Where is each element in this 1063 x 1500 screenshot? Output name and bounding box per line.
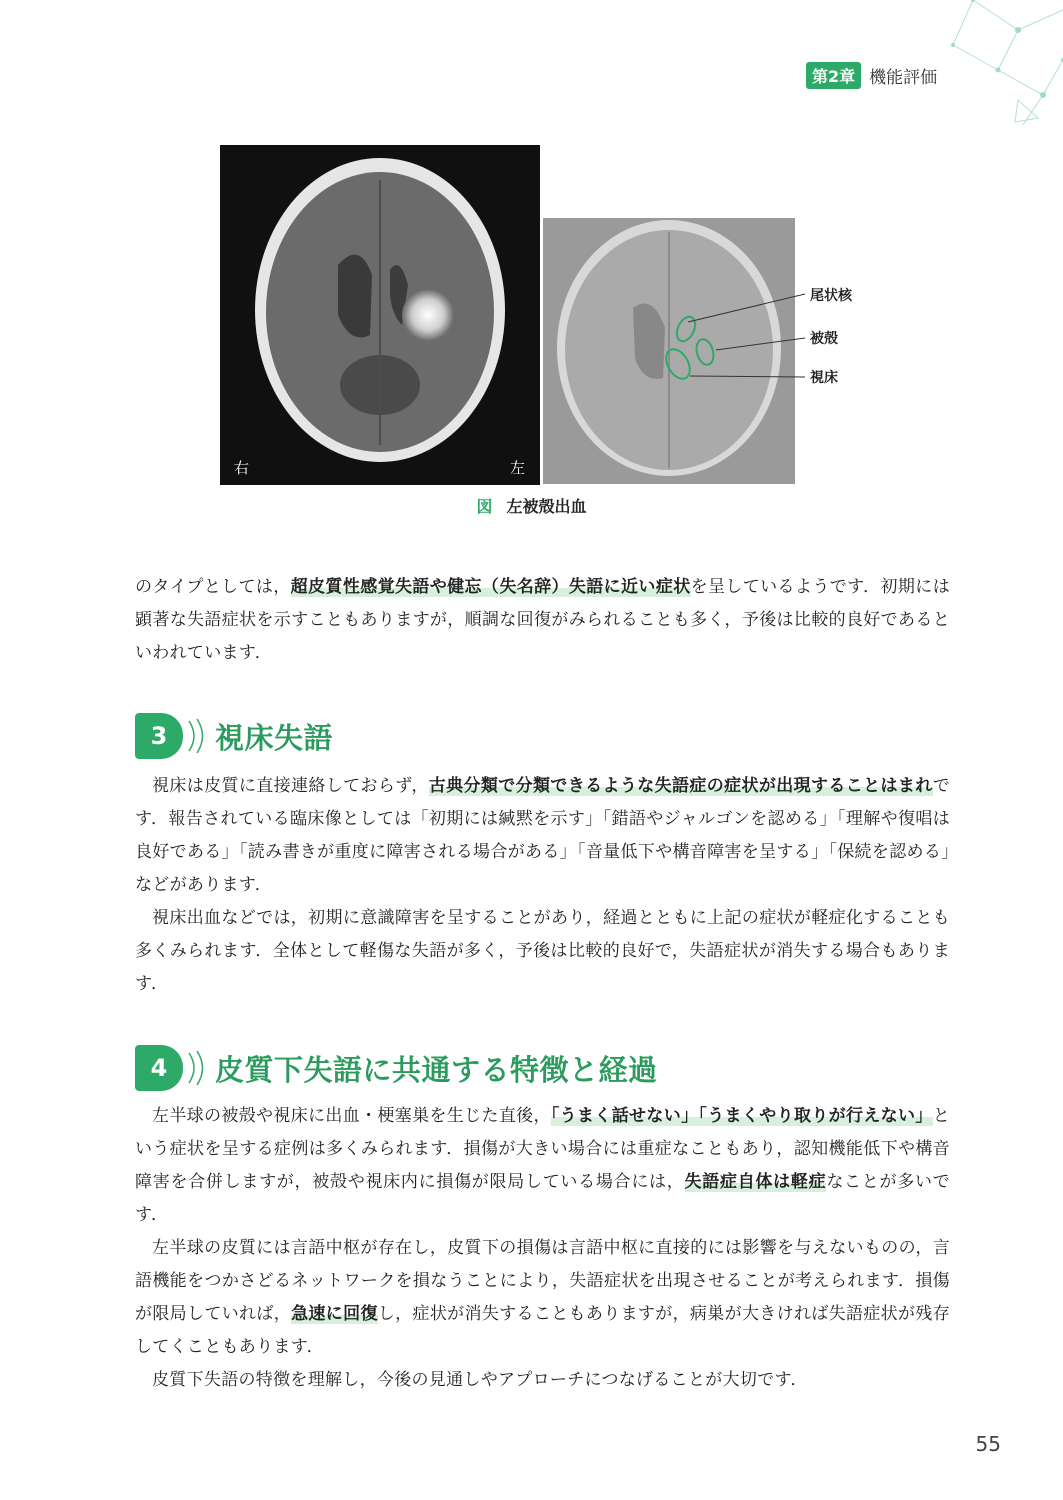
section-3-body xyxy=(135,770,950,1001)
annotation-thalamus: 視床 xyxy=(810,370,838,386)
section-4-title: 皮質下失語に共通する特徴と経過 xyxy=(215,1052,658,1087)
s4-p2-text-a: 左半球の皮質には言語中枢が存在し，皮質下の損傷は言語中枢に直接的には影響を与えないものの，言語機能をつかさどるネットワークを損なうことにより，失語症状を出現させることが考えられます．損傷が限局していれば， xyxy=(135,1238,950,1324)
figure-mark: 図 xyxy=(476,497,493,516)
s3-highlight: 古典分類で分類できるような失語症の症状が出現することはまれ xyxy=(428,776,933,796)
ct-scan-image xyxy=(220,145,540,485)
section-4-heading xyxy=(135,1044,658,1092)
page-number: 55 xyxy=(975,1432,1001,1456)
annotation-caudate: 尾状核 xyxy=(810,288,852,304)
chapter-title: 機能評価 xyxy=(869,67,938,88)
s4-text-b: という症状を呈する症例は多くみられます．損傷が大きい場合には重症なこともあり，認知機能低下や構音障害を合併しますが，被殻や視床内に損傷が限局している場合には， xyxy=(135,1106,950,1192)
section-4-body xyxy=(135,1100,950,1397)
label-right: 右 xyxy=(234,459,250,477)
s3-paragraph-2: 視床出血などでは，初期に意識障害を呈することがあり，経過とともに上記の症状が軽症化することも多くみられます．全体として軽傷な失語が多く，予後は比較的良好で，失語症状が消失する場合もあります． xyxy=(135,908,950,994)
section-3-title: 視床失語 xyxy=(215,720,334,755)
figure-caption-text: 左被殻出血 xyxy=(506,497,587,516)
s4-p2-text-b: し，症状が消失することもありますが，病巣が大きければ失語症状が残存してくこともあります． xyxy=(135,1304,951,1357)
chapter-badge: 第2章 xyxy=(806,62,861,89)
figure-annotations xyxy=(540,280,860,400)
figure-caption xyxy=(0,494,1063,517)
label-left: 左 xyxy=(510,459,526,477)
s4-p2-highlight: 急速に回復 xyxy=(291,1304,378,1324)
intro-paragraph xyxy=(135,571,950,670)
s4-text-c: なことが多いです． xyxy=(135,1172,950,1225)
network-decoration-icon xyxy=(923,0,1063,130)
intro-text-a: のタイプとしては， xyxy=(135,577,291,597)
section-3-heading xyxy=(135,712,333,760)
s3-text-b: です．報告されている臨床像としては「初期には緘黙を示す」「錯語やジャルゴンを認める」「理解や復唱は良好である」「読み書きが重度に障害される場合がある」「音量低下や構音障害を呈する」「保続を認める」などがあります． xyxy=(135,776,950,895)
s4-text-a: 左半球の被殻や視床に出血・梗塞巣を生じた直後， xyxy=(152,1106,551,1126)
chapter-header xyxy=(806,62,937,88)
section-3-number: 3 xyxy=(135,713,183,759)
arc-decoration-icon xyxy=(185,713,209,759)
intro-text-b: を呈しているようです．初期には顕著な失語症状を示すこともありますが，順調な回復がみられることも多く，予後は比較的良好であるといわれています． xyxy=(135,577,950,663)
s4-paragraph-3: 皮質下失語の特徴を理解し，今後の見通しやアプローチにつなげることが大切です． xyxy=(152,1370,808,1390)
s4-highlight-2: 失語症自体は軽症 xyxy=(684,1172,827,1192)
intro-highlight: 超皮質性感覚失語や健忘（失名辞）失語に近い症状 xyxy=(290,577,691,597)
arc-decoration-icon xyxy=(185,1045,209,1091)
s4-highlight-1: 「うまく話せない」「うまくやり取りが行えない」 xyxy=(550,1106,933,1126)
section-4-number: 4 xyxy=(135,1045,183,1091)
annotation-putamen: 被殻 xyxy=(810,331,838,347)
s3-text-a: 視床は皮質に直接連絡しておらず， xyxy=(152,776,429,796)
